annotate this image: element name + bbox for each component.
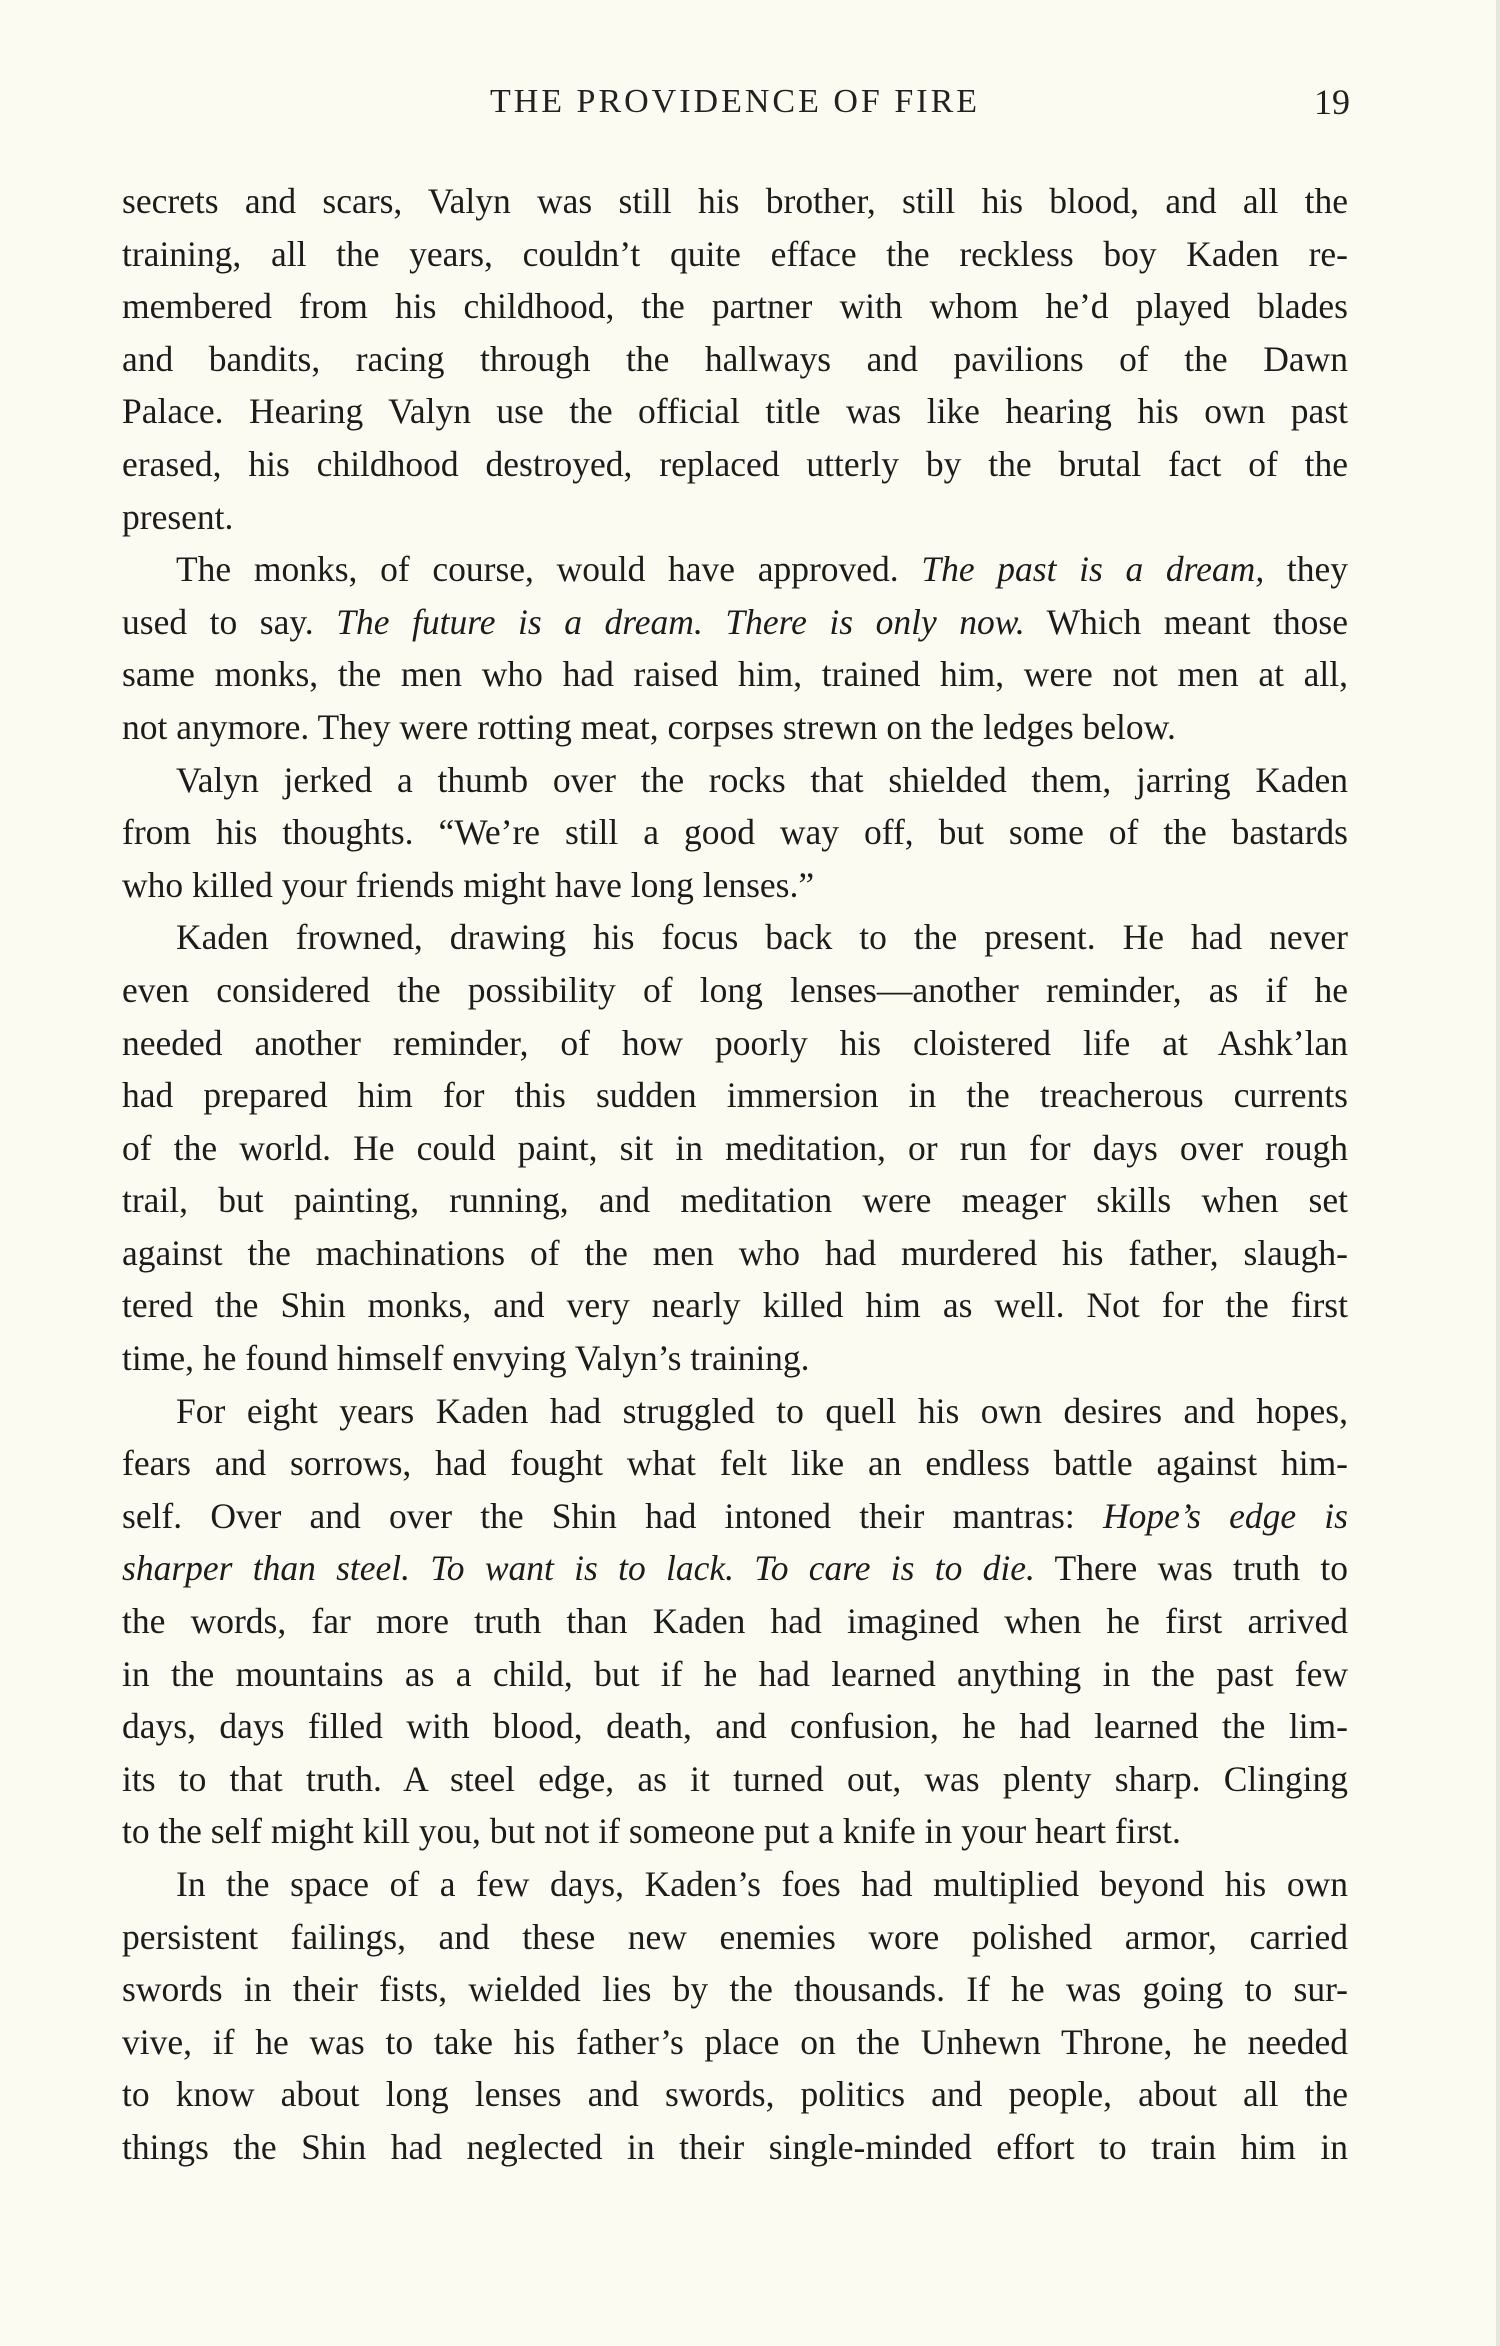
text-line — [122, 1542, 1348, 1595]
text-segment: against the machinations of the men who had murdered his father, slaugh- — [122, 1232, 1348, 1273]
text-segment: same monks, the men who had raised him, trained him, were not men at all, — [122, 654, 1348, 695]
text-line — [122, 1332, 1348, 1385]
text-line — [122, 1227, 1348, 1280]
text-segment: Kaden frowned, drawing his focus back to the present. He had never — [176, 917, 1348, 958]
text-segment: Valyn jerked a thumb over the rocks that shielded them, jarring Kaden — [176, 759, 1348, 800]
text-segment: membered from his childhood, the partner with whom he’d played blades — [122, 286, 1348, 327]
text-line — [122, 859, 1348, 912]
text-line — [122, 2068, 1348, 2121]
text-segment: not anymore. They were rotting meat, corpses strewn on the ledges below. — [122, 706, 1176, 747]
text-segment: swords in their fists, wielded lies by the thousands. If he was going to sur- — [122, 1969, 1348, 2010]
text-line — [122, 806, 1348, 859]
text-line — [122, 648, 1348, 701]
text-line — [122, 1648, 1348, 1701]
text-segment: even considered the possibility of long lenses—another reminder, as if he — [122, 969, 1348, 1010]
text-line — [122, 1385, 1348, 1438]
text-line — [122, 1279, 1348, 1332]
text-segment: to the self might kill you, but not if someone put a knife in your heart first. — [122, 1811, 1181, 1852]
text-segment: self. Over and over the Shin had intoned their mantras: — [122, 1495, 1103, 1536]
text-segment: The monks, of course, would have approved. — [176, 549, 922, 590]
text-line — [122, 1122, 1348, 1175]
text-line — [122, 543, 1348, 596]
italic-text: sharper than steel. To want is to lack. To care is to die. — [122, 1548, 1035, 1589]
text-line — [122, 964, 1348, 1017]
text-segment: In the space of a few days, Kaden’s foes had multiplied beyond his own — [176, 1864, 1348, 1904]
text-line — [122, 911, 1348, 964]
text-segment: in the mountains as a child, but if he had learned anything in the past few — [122, 1653, 1348, 1694]
text-segment: and bandits, racing through the hallways and pavilions of the Dawn — [122, 338, 1348, 379]
text-line — [122, 1437, 1348, 1490]
text-line — [122, 228, 1348, 281]
text-line — [122, 1963, 1348, 2016]
text-line — [122, 1017, 1348, 1070]
text-line — [122, 333, 1348, 386]
text-line — [122, 1490, 1348, 1543]
text-segment: they — [1264, 549, 1349, 590]
text-segment: erased, his childhood destroyed, replaced utterly by the brutal fact of the — [122, 443, 1348, 484]
text-line — [122, 596, 1348, 649]
text-line — [122, 2121, 1348, 2174]
text-segment: Which meant those — [1024, 601, 1349, 642]
text-line — [122, 1595, 1348, 1648]
text-segment: trail, but painting, running, and meditation were meager skills when set — [122, 1180, 1348, 1221]
text-line — [122, 385, 1348, 438]
page-number: 19 — [1314, 82, 1350, 122]
italic-text: Hope’s edge is — [1102, 1495, 1348, 1536]
text-line — [122, 2016, 1348, 2069]
text-line — [122, 754, 1348, 807]
text-segment: to know about long lenses and swords, politics and people, about all the — [122, 2074, 1348, 2115]
italic-text: The past is a dream, — [921, 549, 1265, 590]
text-line — [122, 280, 1348, 333]
text-line — [122, 1700, 1348, 1753]
italic-text: The future is a dream. There is only now. — [336, 601, 1025, 642]
text-segment: of the world. He could paint, sit in meditation, or run for days over rough — [122, 1127, 1348, 1168]
text-segment: days, days filled with blood, death, and confusion, he had learned the lim- — [122, 1706, 1348, 1747]
page-edge — [1496, 0, 1500, 2346]
text-segment: things the Shin had neglected in their single-minded effort to train him in — [122, 2126, 1348, 2167]
text-segment: There was truth to — [1034, 1548, 1348, 1589]
text-segment: its to that truth. A steel edge, as it turned out, was plenty sharp. Clinging — [122, 1758, 1348, 1799]
text-segment: vive, if he was to take his father’s place on the Unhewn Throne, he needed — [122, 2021, 1348, 2062]
text-segment: had prepared him for this sudden immersion in the treacherous currents — [122, 1075, 1348, 1116]
text-segment: time, he found himself envying Valyn’s training. — [122, 1338, 810, 1379]
text-line — [122, 1069, 1348, 1122]
text-segment: persistent failings, and these new enemies wore polished armor, carried — [122, 1916, 1348, 1957]
text-line — [122, 1805, 1348, 1858]
text-segment: from his thoughts. “We’re still a good way off, but some of the bastards — [122, 812, 1348, 853]
text-segment: who killed your friends might have long lenses.” — [122, 864, 815, 905]
page-header — [120, 78, 1350, 126]
running-head: THE PROVIDENCE OF FIRE — [489, 83, 981, 120]
text-line — [122, 175, 1348, 228]
text-segment: tered the Shin monks, and very nearly killed him as well. Not for the first — [122, 1285, 1348, 1326]
text-segment: For eight years Kaden had struggled to quell his own desires and hopes, — [176, 1390, 1348, 1431]
text-line — [122, 701, 1348, 754]
text-segment: the words, far more truth than Kaden had imagined when he first arrived — [122, 1601, 1348, 1642]
text-segment: secrets and scars, Valyn was still his brother, still his blood, and all the — [122, 181, 1348, 221]
text-line — [122, 1911, 1348, 1964]
text-line — [122, 1858, 1348, 1911]
text-segment: needed another reminder, of how poorly his cloistered life at Ashk’lan — [122, 1022, 1348, 1063]
text-line — [122, 1174, 1348, 1227]
text-line — [122, 491, 1348, 544]
text-segment: Palace. Hearing Valyn use the official title was like hearing his own past — [122, 391, 1348, 432]
text-line — [122, 1753, 1348, 1806]
text-segment: fears and sorrows, had fought what felt like an endless battle against him- — [122, 1443, 1348, 1484]
body-text — [122, 175, 1348, 2174]
text-segment: used to say. — [122, 601, 337, 642]
text-line — [122, 438, 1348, 491]
text-segment: training, all the years, couldn’t quite efface the reckless boy Kaden re- — [122, 233, 1348, 274]
text-segment: present. — [122, 496, 234, 537]
